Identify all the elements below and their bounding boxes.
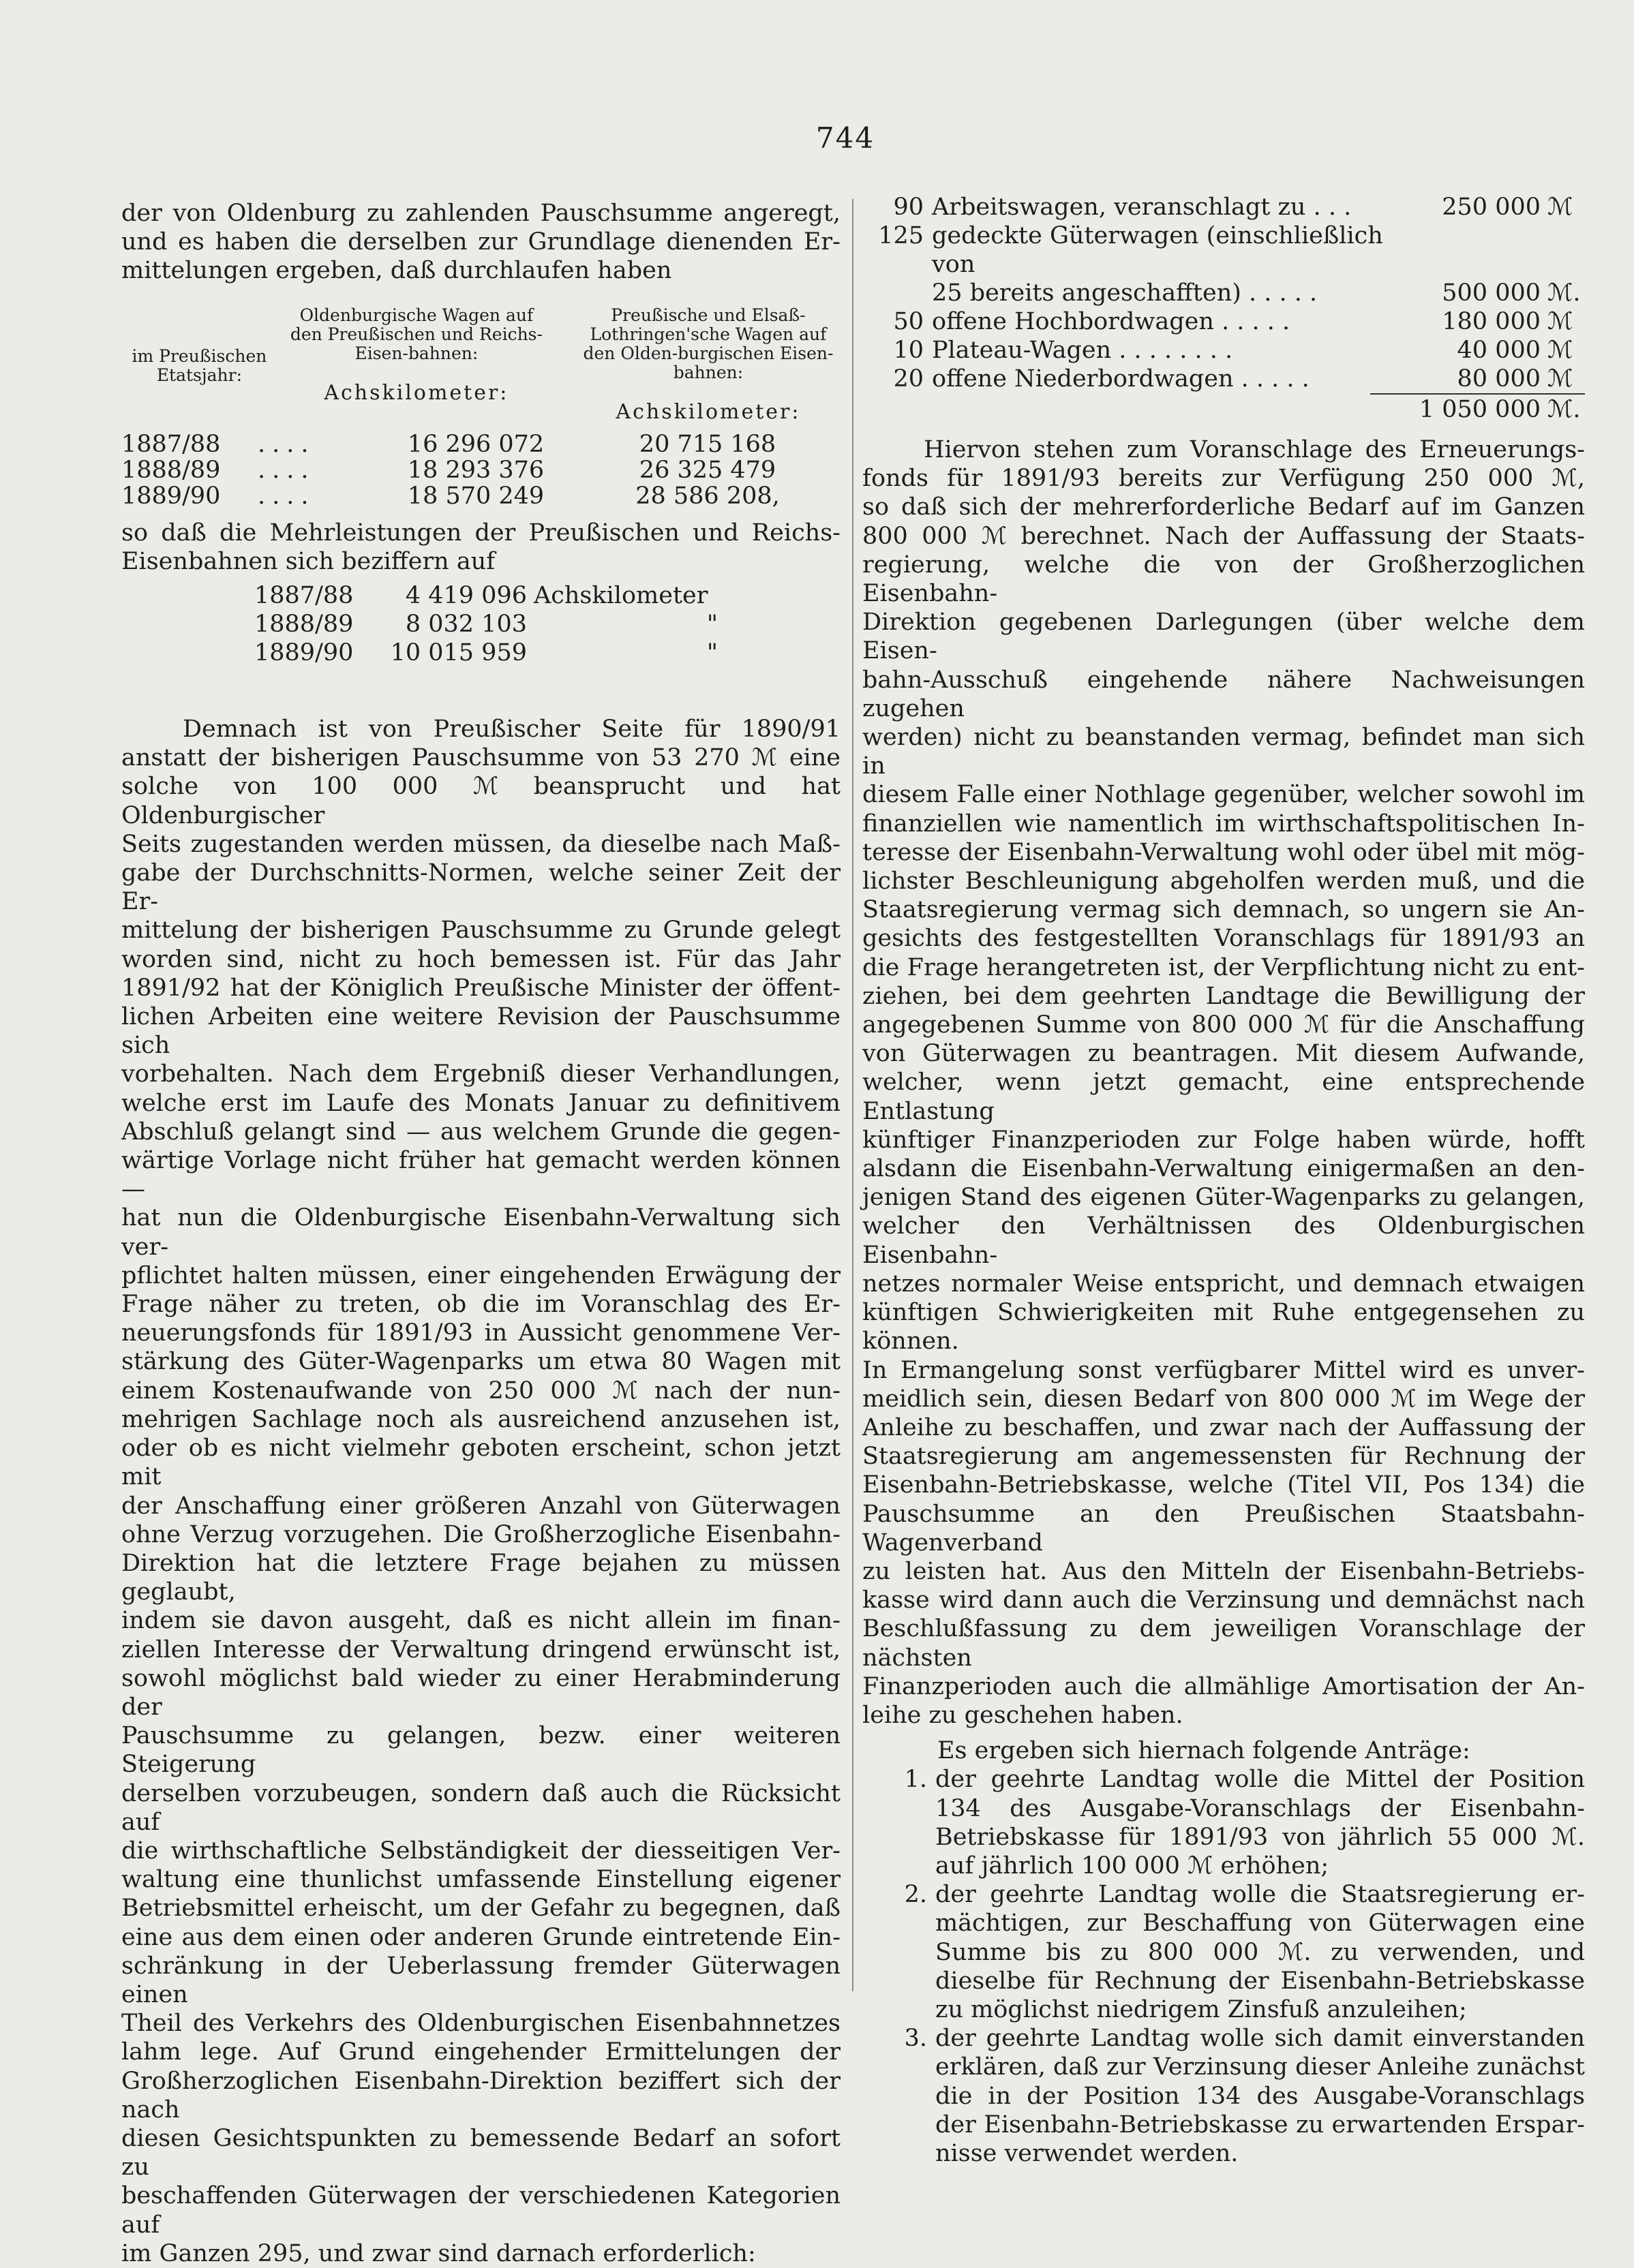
text-line: Hiervon stehen zum Voranschlage des Erneuerungs-: [924, 436, 1585, 463]
text-line: im Ganzen 295, und zwar sind darnach erforderlich:: [121, 2239, 756, 2267]
text-line: Frage näher zu treten, ob die im Voranschlag des Er-: [121, 1291, 841, 1319]
text-line: jenigen Stand des eigenen Güter-Wagenparks zu gelangen,: [862, 1184, 1585, 1212]
text-line: Finanzperioden auch die allmählige Amortisation der An-: [862, 1672, 1585, 1700]
item-body: [935, 1880, 1585, 2024]
table-row: [121, 431, 841, 457]
column-divider: [852, 199, 853, 1991]
text-line: leihe zu geschehen haben.: [862, 1701, 1183, 1729]
row-year: 1889/90: [254, 639, 354, 667]
text-line: stärkung des Güter-Wagenparks um etwa 80 Wagen mit: [121, 1348, 841, 1376]
text-line: Betriebsmittel erheischt, um der Gefahr zu begegnen, daß: [121, 1895, 841, 1922]
text-line: worden sind, nicht zu hoch bemessen ist. Für das Jahr: [121, 945, 841, 973]
text-line: der geehrte Landtag wolle die Mittel der Position: [935, 1766, 1585, 1794]
wagon-row: [862, 193, 1585, 221]
text-line: vorbehalten. Nach dem Ergebniß dieser Verhandlungen,: [121, 1060, 841, 1088]
wagon-type: Arbeitswagen, veranschlagt zu . . .: [932, 194, 1352, 221]
text-line: anstatt der bisherigen Pauschsumme von 53 270 ℳ eine: [121, 744, 841, 772]
row-value: 10 015 959: [390, 639, 527, 667]
list-item: [862, 1880, 1585, 2024]
text-line: welche erst im Laufe des Monats Januar zu definitivem: [121, 1089, 841, 1117]
table-row: [121, 457, 841, 483]
wagon-count: 90: [893, 194, 924, 221]
text-line: lahm lege. Auf Grund eingehender Ermittelungen der: [121, 2038, 841, 2066]
row-value: 20 715 168: [639, 430, 776, 458]
row-value: 26 325 479: [639, 456, 776, 484]
header-year: im Preußischen Etatsjahr:: [132, 346, 267, 385]
row-value: 8 032 103: [405, 611, 527, 639]
text-line: lichen Arbeiten eine weitere Revision der Pauschsumme sich: [121, 1003, 841, 1060]
text-line: eine aus dem einen oder anderen Grunde eintretende Ein-: [121, 1923, 841, 1951]
wagon-cost: 500 000: [1442, 279, 1541, 307]
total-value: 1 050 000: [1370, 393, 1541, 425]
page-number: 744: [815, 121, 875, 155]
leader-dots: ....: [258, 456, 316, 484]
text-line: kasse wird dann auch die Verzinsung und demnächst nach: [862, 1587, 1585, 1614]
text-line: zu leisten hat. Aus den Mitteln der Eisenbahn-Betriebs-: [862, 1557, 1585, 1585]
header-oldenburg-wagons: Oldenburgische Wagen auf den Preußischen und Reichs-Eisen-bahnen:: [290, 305, 543, 363]
table-row: [254, 639, 841, 667]
text-line: nisse verwendet werden.: [935, 2139, 1239, 2167]
wagon-unit: ℳ.: [1547, 279, 1581, 307]
text-line: dieselbe für Rechnung der Eisenbahn-Betriebskasse: [935, 1967, 1585, 1995]
wagon-count: 20: [893, 365, 924, 393]
text-line: der geehrte Landtag wolle sich damit einverstanden: [935, 2025, 1585, 2053]
wagon-row: [862, 307, 1585, 336]
text-line: mächtigen, zur Beschaffung von Güterwagen eine: [935, 1910, 1585, 1937]
item-number: 2.: [904, 1881, 927, 1909]
main-paragraph: [121, 715, 841, 2268]
text-line: bahn-Ausschuß eingehende nähere Nachweisungen zugehen: [862, 666, 1585, 722]
text-line: teresse der Eisenbahn-Verwaltung wohl oder übel mit mög-: [862, 838, 1585, 866]
text-line: mittelung der bisherigen Pauschsumme zu Grunde gelegt: [121, 917, 841, 945]
text-line: Großherzoglichen Eisenbahn-Direktion beziffert sich der nach: [121, 2067, 841, 2124]
wagon-unit: [1541, 221, 1585, 279]
header-unit: Achskilometer:: [324, 380, 509, 405]
item-body: [935, 1765, 1585, 1880]
item-number: 3.: [904, 2025, 927, 2053]
row-unit: Achskilometer: [534, 582, 708, 610]
text-line: 134 des Ausgabe-Voranschlags der Eisenbahn-: [935, 1794, 1585, 1822]
text-line: Summe bis zu 800 000 ℳ. zu verwenden, und: [935, 1938, 1585, 1966]
wagon-type: 25 bereits angeschafften) . . . . .: [932, 279, 1318, 307]
text-line: Abschluß gelangt sind — aus welchem Grunde die gegen-: [121, 1118, 841, 1146]
wagon-type: gedeckte Güterwagen (einschließlich von: [932, 222, 1383, 278]
text-line: Direktion gegebenen Darlegungen (über welche dem Eisen-: [862, 609, 1585, 665]
wagon-unit: ℳ: [1547, 337, 1573, 364]
item-number: 1.: [904, 1766, 927, 1794]
text-line: indem sie davon ausgeht, daß es nicht allein im finan-: [121, 1607, 841, 1635]
table-header: [121, 306, 841, 422]
wagon-type: offene Hochbordwagen . . . . .: [932, 308, 1290, 335]
total-unit: ℳ.: [1541, 393, 1585, 425]
text-line: sowohl möglichst bald wieder zu einer Herabminderung der: [121, 1664, 841, 1721]
text-line: die wirthschaftliche Selbständigkeit der diesseitigen Ver-: [121, 1837, 841, 1865]
wagon-row: [862, 365, 1585, 393]
row-year: 1889/90: [121, 482, 221, 510]
wagon-type: Plateau-Wagen . . . . . . . .: [932, 337, 1233, 364]
ditto-mark: ": [706, 639, 718, 667]
text-line: Eisenbahn-Betriebskasse, welche (Titel VII, Pos 134) die: [862, 1471, 1585, 1499]
text-line: 1891/92 hat der Königlich Preußische Minister der öffent-: [121, 974, 841, 1002]
wagon-unit: ℳ: [1547, 194, 1573, 221]
text-line: der Eisenbahn-Betriebskasse zu erwartenden Erspar-: [935, 2111, 1585, 2139]
antraege-list: [862, 1765, 1585, 2168]
wagon-row: [862, 279, 1585, 307]
text-line: angegebenen Summe von 800 000 ℳ für die Anschaffung: [862, 1011, 1585, 1039]
wagon-unit: ℳ: [1547, 365, 1573, 393]
text-line: regierung, welche die von der Großherzoglichen Eisenbahn-: [862, 551, 1585, 608]
text-line: ziellen Interesse der Verwaltung dringend erwünscht ist,: [121, 1636, 841, 1664]
mid-paragraph: [121, 519, 841, 576]
text-line: mehrigen Sachlage noch als ausreichend anzusehen ist,: [121, 1405, 841, 1433]
text-line: Staatsregierung am angemessensten für Rechnung der: [862, 1443, 1585, 1471]
wagon-row: [862, 221, 1585, 279]
total-row: [862, 393, 1585, 425]
text-line: netzes normaler Weise entspricht, und demnach etwaigen: [862, 1270, 1585, 1298]
text-line: 800 000 ℳ berechnet. Nach der Auffassung der Staats-: [862, 522, 1585, 550]
table-row: [121, 483, 841, 509]
text-line: mittelungen ergeben, daß durchlaufen haben: [121, 257, 672, 285]
text-line: Direktion hat die letztere Frage bejahen zu müssen geglaubt,: [121, 1549, 841, 1606]
text-line: oder ob es nicht vielmehr geboten erscheint, schon jetzt mit: [121, 1435, 841, 1491]
wagon-cost: [1411, 221, 1541, 279]
ditto-mark: ": [706, 611, 718, 639]
text-line: finanziellen wie namentlich im wirthschaftspolitischen In-: [862, 810, 1585, 838]
row-value: 16 296 072: [407, 430, 545, 458]
intro-paragraph: [121, 199, 841, 286]
text-line: Theil des Verkehrs des Oldenburgischen Eisenbahnnetzes: [121, 2010, 841, 2038]
text-line: alsdann die Eisenbahn-Verwaltung einigermaßen an den-: [862, 1155, 1585, 1183]
text-line: so daß sich der mehrerforderliche Bedarf auf im Ganzen: [862, 493, 1585, 521]
wagon-unit: ℳ: [1547, 308, 1573, 335]
text-line: fonds für 1891/93 bereits zur Verfügung 250 000 ℳ,: [862, 465, 1585, 493]
table-row: [254, 581, 841, 610]
text-line: Seits zugestanden werden müssen, da dieselbe nach Maß-: [121, 830, 841, 858]
difference-table: [254, 581, 841, 667]
list-item: [862, 1765, 1585, 1880]
text-line: meidlich sein, diesen Bedarf von 800 000 ℳ im Wege der: [862, 1385, 1585, 1413]
text-line: von Güterwagen zu beantragen. Mit diesem Aufwande,: [862, 1040, 1585, 1068]
header-prussian-wagons: Preußische und Elsaß-Lothringen'sche Wagen auf den Olden-burgischen Eisen-bahnen:: [583, 305, 834, 382]
text-line: Betriebskasse für 1891/93 von jährlich 55 000 ℳ.: [935, 1823, 1585, 1851]
wagon-cost: 250 000: [1442, 194, 1541, 221]
row-year: 1887/88: [254, 582, 354, 610]
wagon-count: 10: [893, 337, 924, 364]
leader-dots: ....: [258, 430, 316, 458]
text-line: künftiger Finanzperioden zur Folge haben würde, hofft: [862, 1126, 1585, 1154]
wagon-cost: 180 000: [1442, 308, 1541, 335]
wagon-cost: 80 000: [1457, 365, 1541, 393]
text-line: Beschlußfassung zu dem jeweiligen Voranschlage der nächsten: [862, 1615, 1585, 1672]
table-row: [254, 610, 841, 639]
row-value: 18 293 376: [407, 456, 545, 484]
text-line: gabe der Durchschnitts-Normen, welche seiner Zeit der Er-: [121, 859, 841, 916]
wagon-count: 50: [893, 308, 924, 335]
wagon-count: [862, 279, 932, 307]
text-line: Staatsregierung vermag sich demnach, so ungern sie An-: [862, 896, 1585, 924]
wagon-table: [862, 193, 1585, 393]
text-line: erklären, daß zur Verzinsung dieser Anleihe zunächst: [935, 2053, 1585, 2081]
row-year: 1887/88: [121, 430, 221, 458]
text-line: solche von 100 000 ℳ beansprucht und hat Oldenburgischer: [121, 773, 841, 829]
row-value: 28 586 208,: [635, 482, 780, 510]
text-line: welcher, wenn jetzt gemacht, eine entsprechende Entlastung: [862, 1069, 1585, 1125]
wagon-type: offene Niederbordwagen . . . . .: [932, 365, 1310, 393]
text-line: derselben vorzubeugen, sondern daß auch die Rücksicht auf: [121, 1779, 841, 1836]
wagon-row: [862, 336, 1585, 365]
header-unit: Achskilometer:: [616, 399, 801, 424]
text-line: welcher den Verhältnissen des Oldenburgischen Eisenbahn-: [862, 1212, 1585, 1269]
text-line: In Ermangelung sonst verfügbarer Mittel wird es unver-: [862, 1356, 1585, 1384]
text-line: ohne Verzug vorzugehen. Die Großherzogliche Eisenbahn-: [121, 1520, 841, 1548]
text-line: die in der Position 134 des Ausgabe-Voranschlags: [935, 2082, 1585, 2110]
text-line: künftigen Schwierigkeiten mit Ruhe entgegensehen zu können.: [862, 1299, 1585, 1355]
text-line: Demnach ist von Preußischer Seite für 1890/91: [183, 716, 841, 744]
text-line: schränkung in der Ueberlassung fremder Güterwagen einen: [121, 1952, 841, 2008]
row-year: 1888/89: [121, 456, 221, 484]
text-line: waltung eine thunlichst umfassende Einstellung eigener: [121, 1866, 841, 1894]
text-line: diesem Falle einer Nothlage gegenüber, welcher sowohl im: [862, 781, 1585, 809]
text-line: ziehen, bei dem geehrten Landtage die Bewilligung der: [862, 982, 1585, 1010]
right-paragraph: [862, 435, 1585, 1730]
row-value: 18 570 249: [407, 482, 545, 510]
text-line: hat nun die Oldenburgische Eisenbahn-Verwaltung sich ver-: [121, 1204, 841, 1261]
text-line: der von Oldenburg zu zahlenden Pauschsumme angeregt,: [121, 200, 841, 227]
text-line: pflichtet halten müssen, einer eingehenden Erwägung der: [121, 1261, 841, 1289]
text-line: die Frage herangetreten ist, der Verpflichtung nicht zu ent-: [862, 953, 1585, 981]
text-line: diesen Gesichtspunkten zu bemessende Bedarf an sofort zu: [121, 2124, 841, 2181]
wagon-cost: 40 000: [1457, 337, 1541, 364]
text-line: Pauschsumme zu gelangen, bezw. einer weiteren Steigerung: [121, 1722, 841, 1779]
text-line: Anleihe zu beschaffen, und zwar nach der Auffassung der: [862, 1413, 1585, 1441]
text-line: gesichts des festgestellten Voranschlags für 1891/93 an: [862, 925, 1585, 953]
text-line: der geehrte Landtag wolle die Staatsregierung er-: [935, 1881, 1585, 1909]
right-column: [862, 193, 1585, 2168]
text-line: Pauschsumme an den Preußischen Staatsbahn-Wagenverband: [862, 1500, 1585, 1557]
left-column: [121, 199, 841, 2268]
text-line: neuerungsfonds für 1891/93 in Aussicht genommene Ver-: [121, 1319, 841, 1347]
text-line: so daß die Mehrleistungen der Preußischen und Reichs-: [121, 519, 841, 547]
text-line: lichster Beschleunigung abgeholfen werden muß, und die: [862, 868, 1585, 895]
text-line: der Anschaffung einer größeren Anzahl von Güterwagen: [121, 1492, 841, 1520]
leader-dots: ....: [258, 482, 316, 510]
antraege-intro: Es ergeben sich hiernach folgende Anträge:: [937, 1737, 1470, 1765]
row-year: 1888/89: [254, 611, 354, 639]
text-line: werden) nicht zu beanstanden vermag, befindet man sich in: [862, 724, 1585, 780]
text-line: auf jährlich 100 000 ℳ erhöhen;: [935, 1852, 1329, 1880]
wagon-count: 125: [878, 222, 924, 249]
text-line: Eisenbahnen sich beziffern auf: [121, 547, 496, 575]
mileage-table: [121, 306, 841, 509]
text-line: zu möglichst niedrigem Zinsfuß anzuleihen;: [935, 1995, 1467, 2023]
text-line: einem Kostenaufwande von 250 000 ℳ nach der nun-: [121, 1377, 841, 1405]
text-line: und es haben die derselben zur Grundlage dienenden Er-: [121, 228, 841, 256]
row-value: 4 419 096: [405, 582, 527, 610]
text-line: beschaffenden Güterwagen der verschiedenen Kategorien auf: [121, 2182, 841, 2239]
text-line: wärtige Vorlage nicht früher hat gemacht werden können —: [121, 1147, 841, 1204]
